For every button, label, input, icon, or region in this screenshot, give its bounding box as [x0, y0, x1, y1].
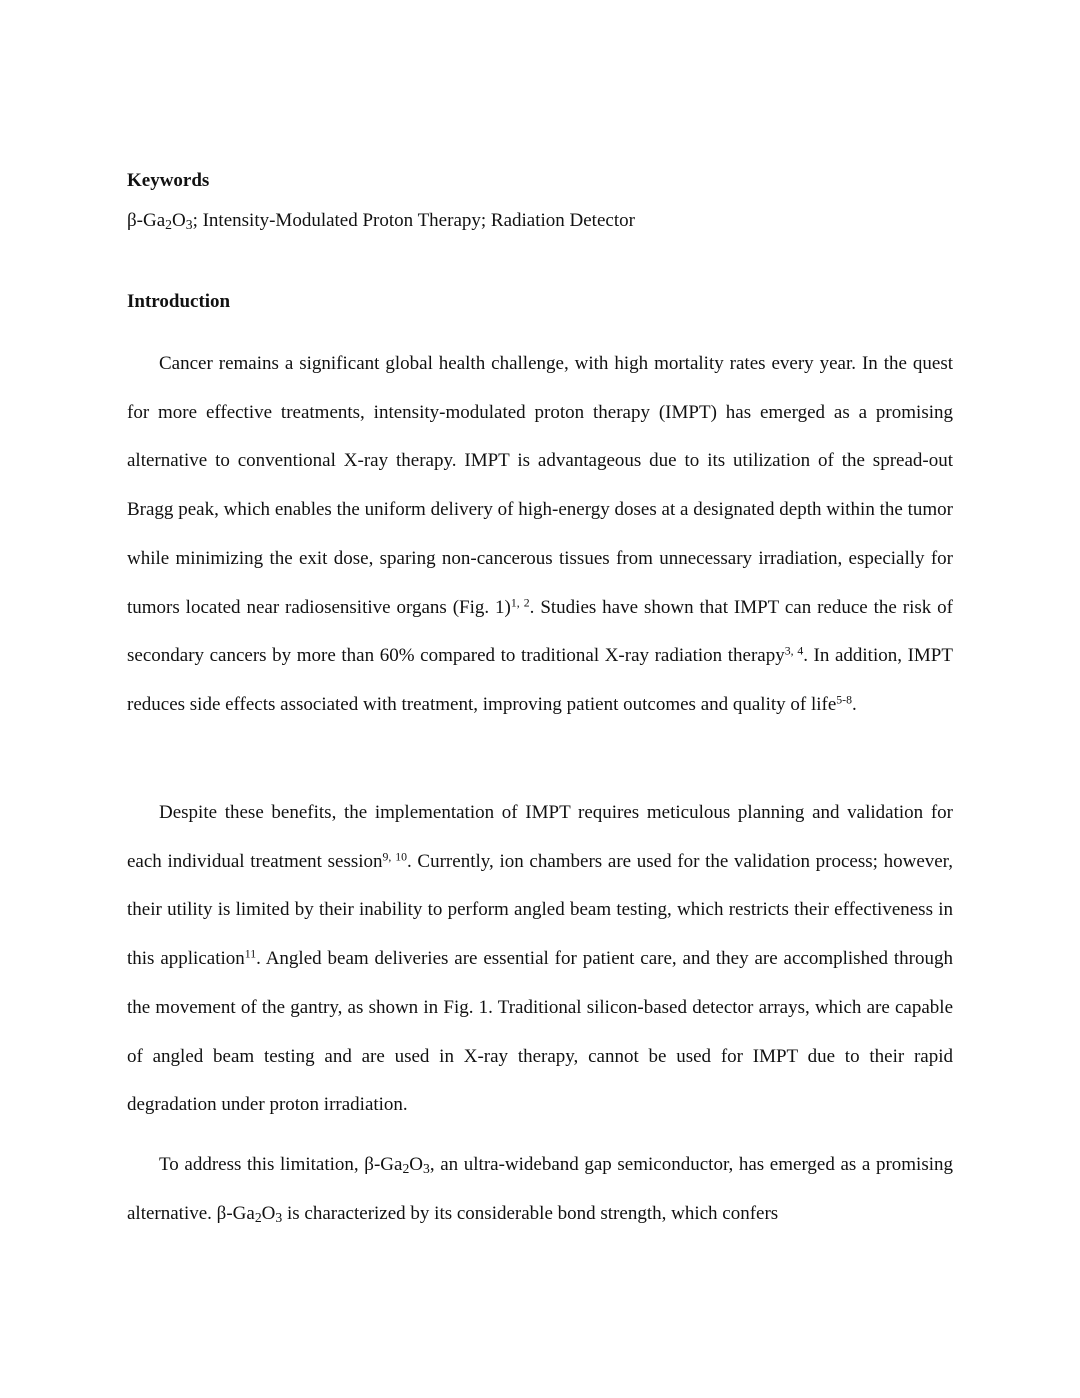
citation: 11 — [244, 947, 257, 961]
intro-paragraph-3: To address this limitation, $\beta-Ga_2O_3$, an ultra-wideband gap semiconductor, has emerged as a promising alternative. $\beta-Ga_2O_3$ is characterized by its considerable bond strength, which confers — [127, 1154, 954, 1225]
keyword-radiation-detector: Radiation Detector — [490, 210, 635, 231]
citation: 1, 2 — [510, 596, 530, 610]
citation: 9, 10 — [382, 850, 407, 864]
keywords-list — [127, 209, 635, 233]
citation: 3, 4 — [784, 644, 804, 658]
intro-paragraph-1: Cancer remains a significant global health challenge, with high mortality rates every year. In the quest for more effective treatments, intensity-modulated proton therapy (IMPT) has emerged as a promising alternative to conventional X-ray therapy. IMPT is advantageous due to its utilization of the spread-out Bragg peak, which enables the uniform delivery of high-energy doses at a designated depth within the tumor while minimizing the exit dose, sparing non-cancerous tissues from unnecessary irradiation, especially for tumors located near radiosensitive organs (Fig. 1)$^{1, 2}$. Studies have shown that IMPT can reduce the risk of secondary cancers by more than 60% compared to traditional X-ray radiation therapy$^{3, 4}$. In addition, IMPT reduces side effects associated with treatment, improving patient outcomes and quality of life$^{5-8}$. — [127, 353, 953, 715]
intro-paragraph-2: Despite these benefits, the implementation of IMPT requires meticulous planning and validation for each individual treatment session$^{9, 10}$. Currently, ion chambers are used for the validation process; however, their utility is limited by their inability to perform angled beam testing, which restricts their effectiveness in this application$^{11}$. Angled beam deliveries are essential for patient care, and they are accomplished through the movement of the gantry, as shown in Fig. 1. Traditional silicon-based detector arrays, which are capable of angled beam testing and are used in X-ray therapy, cannot be used for IMPT due to their rapid degradation under proton irradiation. — [127, 802, 954, 1116]
citation: 5-8 — [836, 693, 852, 707]
introduction-heading: Introduction — [127, 291, 231, 312]
keyword-impt: Intensity-Modulated Proton Therapy; — [202, 210, 487, 231]
keyword-ga2o3: $\beta-Ga_2O_3$; — [127, 210, 198, 232]
keywords-heading: Keywords — [127, 170, 210, 191]
